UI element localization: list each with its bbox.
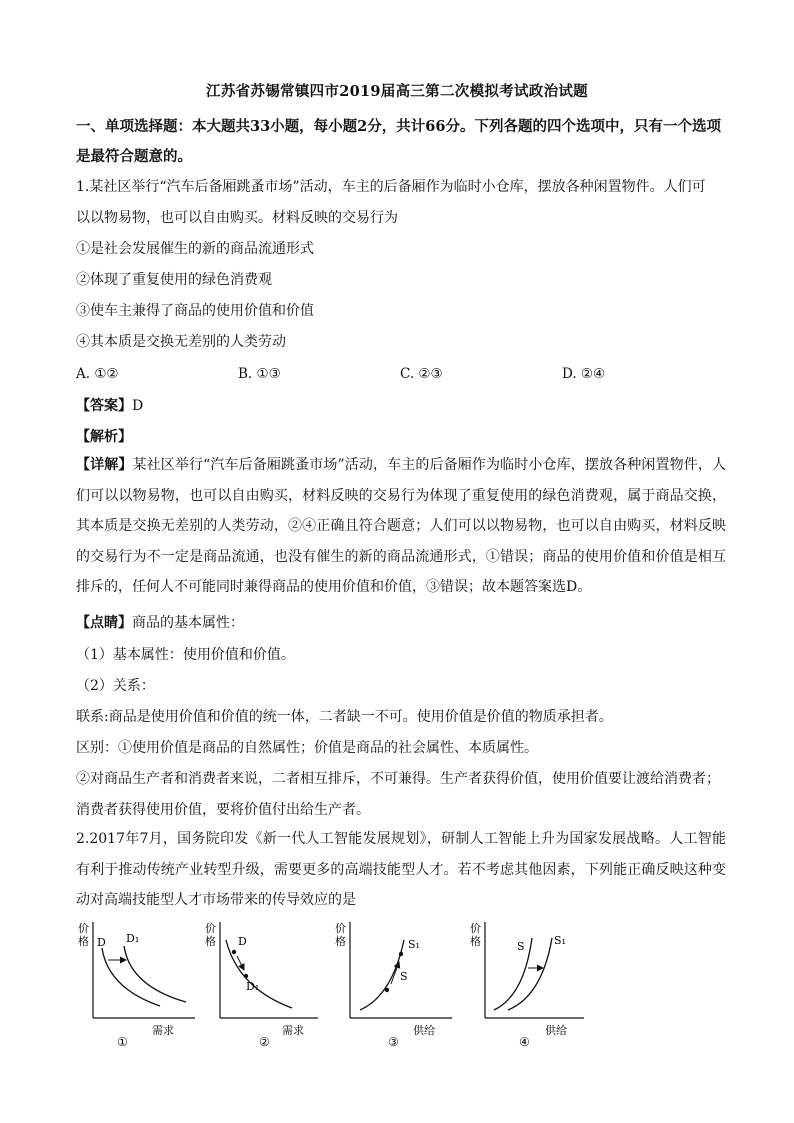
graph-1 [78,922,195,1048]
q1-option-3: ③使车主兼得了商品的使用价值和价值 [76,303,314,319]
q1-option-4: ④其本质是交换无差别的人类劳动 [76,334,286,350]
tip-title: 商品的基本属性： [132,615,244,631]
tip-line-3: 联系:商品是使用价值和价值的统一体，二者缺一不可。使用价值是价值的物质承担者。 [76,709,613,725]
graph-4-curve-s [494,938,532,1010]
graph-3-curve-a-label: S₁ [408,938,420,951]
graph-3 [335,922,452,1048]
q1-choice-b: B. ①③ [238,366,281,382]
graph-2-curve-b-label: D₁ [246,980,260,993]
graph-3-ylabel-1: 价 [335,922,346,935]
tip-line-5: ②对商品生产者和消费者来说，二者相互排斥，不可兼得。生产者获得价值，使用价值要让渡给消费者； [76,771,720,787]
graph-1-ylabel-2: 格 [78,935,89,948]
graph-2 [205,922,318,1048]
tip-line-2: （2）关系： [76,678,155,694]
q1-choice-a: A. ①② [76,366,119,382]
q1-stem-line2: 以以物易物，也可以自由购买。材料反映的交易行为 [76,210,398,226]
tip-tag: 【点睛】 [76,615,132,631]
graph-2-point-d [232,950,236,954]
graph-3-point-s [385,988,389,992]
q1-stem-line1: 1.某社区举行“汽车后备厢跳蚤市场”活动，车主的后备厢作为临时小仓库，摆放各种闲置物件。人们可 [76,179,706,195]
detail-text: 某社区举行“汽车后备厢跳蚤市场”活动，车主的后备厢作为临时小仓库，摆放各种闲置物件，人们可以以物易物，也可以自由购买，材料反映的交易行为体现了重复使用的绿色消费观，属于商品交换，其本质是交换无差别的人类劳动，②④正确且符合题意；人们可以以物易物，也可以自由购买，材料反映的交易行为不一定是商品流通，也没有催生的新的商品流通形式，①错误；商品的使用价值和价值是相互排斥的，任何人不可能同时兼得商品的使用价值和价值，③错误；故本题答案选D。 [76,457,727,595]
detail-tag: 【详解】 [76,457,133,473]
graph-4 [470,922,584,1048]
tip-line-6: 消费者获得使用价值，要将价值付出给生产者。 [76,802,370,818]
section-heading: 一、单项选择题：本大题共33小题，每小题2分，共计66分。下列各题的四个选项中，只有一个选项是最符合题意的。 [76,118,721,165]
graph-4-xlabel: 供给 [545,1024,567,1037]
q1-choice-d: D. ②④ [562,366,606,382]
graph-1-ylabel-1: 价 [78,922,89,935]
graph-2-curve-a-label: D [238,935,247,948]
graph-4-id: ④ [519,1035,530,1048]
q1-option-2: ②体现了重复使用的绿色消费观 [76,272,272,288]
graph-4-curve-a-label: S [517,940,525,953]
analysis-tag: 【解析】 [76,429,132,445]
graph-1-curve-d [102,948,160,1006]
graph-1-curve-a-label: D [97,936,106,949]
q1-detail [76,450,726,603]
graph-4-ylabel-2: 格 [470,935,481,948]
graph-3-point-s1 [399,952,403,956]
graph-4-curve-b-label: S₁ [554,934,566,947]
answer-tag: 【答案】 [76,398,132,414]
graph-3-id: ③ [388,1035,399,1048]
q1-choice-c: C. ②③ [400,366,443,382]
graph-1-curve-b-label: D₁ [126,932,140,945]
tip-line-4: 区别：①使用价值是商品的自然属性；价值是商品的社会属性、本质属性。 [76,740,538,756]
q2-graphs [0,918,794,1048]
graph-3-curve-b-label: S [400,970,408,983]
graph-3-ylabel-2: 格 [335,935,346,948]
graph-3-xlabel: 供给 [413,1024,435,1037]
q2-stem: 2.2017年7月，国务院印发《新一代人工智能发展规划》，研制人工智能上升为国家发展战略。人工智能有利于推动传统产业转型升级，需要更多的高端技能型人才。若不考虑其他因素，下列能正确反映这种变动对高端技能型人才市场带来的传导效应的是 [76,831,726,908]
graph-2-ylabel-2: 格 [205,935,216,948]
graph-3-curve [360,940,404,1010]
q1-option-1: ①是社会发展催生的新的商品流通形式 [76,241,314,257]
graph-2-point-d1 [244,974,248,978]
tip-heading [76,613,244,633]
graph-3-arrow [391,962,399,984]
graph-1-id: ① [117,1035,128,1048]
graph-4-ylabel-1: 价 [470,922,481,935]
graph-2-ylabel-1: 价 [205,922,216,935]
page-title: 江苏省苏锡常镇四市2019届高三第二次模拟考试政治试题 [206,83,588,100]
answer-value: D [132,398,144,414]
q1-answer [76,396,143,416]
graph-2-curve [226,940,292,1008]
graph-2-id: ② [259,1035,270,1048]
tip-line-1: （1）基本属性：使用价值和价值。 [76,647,295,663]
graph-1-xlabel: 需求 [152,1024,174,1037]
graph-2-xlabel: 需求 [282,1024,304,1037]
